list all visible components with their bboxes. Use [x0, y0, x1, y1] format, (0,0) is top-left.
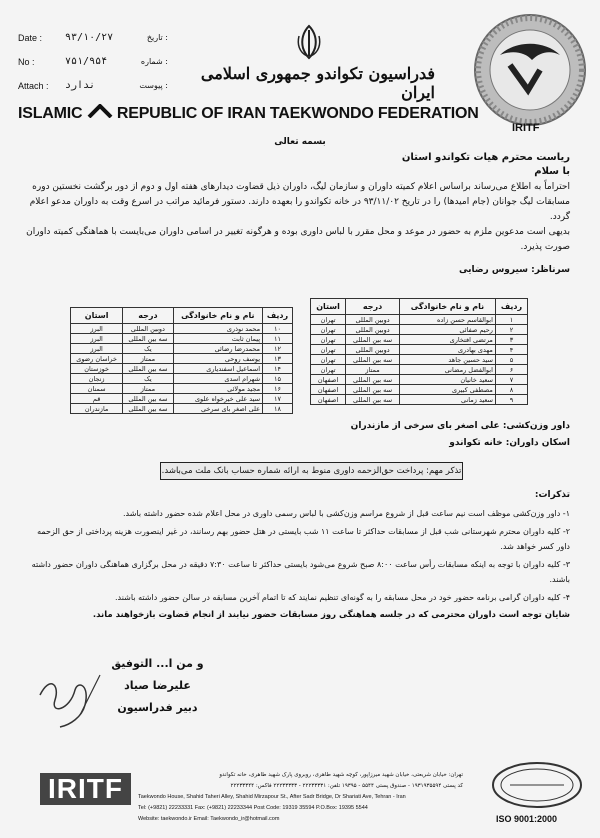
- cell-province: سمنان: [71, 384, 123, 394]
- cell-name: سید حسین جاهد: [400, 355, 496, 365]
- cell-rank: ممتاز: [123, 354, 173, 364]
- final-note: شایان توجه است داوران محترمی که در جلسه هماهنگی روز مسابقات حضور نیابند از انجام قضاوت بازخواهند ماند.: [92, 610, 570, 620]
- table-row: [311, 315, 528, 325]
- footer-address: [138, 770, 463, 825]
- table-row: [71, 384, 293, 394]
- cell-province: تهران: [311, 365, 346, 375]
- iran-emblem-icon: [289, 22, 329, 62]
- chevron-mark-icon: [87, 104, 113, 118]
- cell-name: محمد نوذری: [173, 324, 263, 334]
- cell-province: مازندران: [71, 404, 123, 414]
- referee-table-right: [310, 298, 528, 405]
- col-rank: درجه: [346, 299, 400, 315]
- address-en: Taekwondo House, Shahid Taheri Alley, Shahid Mirzapour St., After Sadr Bridge, Dr Shariati Ave, Tehran - Iran: [138, 794, 406, 800]
- cell-row: ۱۶: [263, 384, 293, 394]
- cell-rank: دوبین المللی: [346, 325, 400, 335]
- cell-province: زنجان: [71, 374, 123, 384]
- col-row: ردیف: [495, 299, 527, 315]
- table-row: [311, 375, 528, 385]
- cell-rank: سه بین المللی: [123, 394, 173, 404]
- supervisor: سرناظر: سیروس رضایی: [458, 265, 570, 275]
- cell-name: علی اصغر بای سرخی: [173, 404, 263, 414]
- referee-table-left: [70, 307, 293, 414]
- number-row: [18, 50, 168, 74]
- table-header-row: [311, 299, 528, 315]
- cell-row: ۱۴: [263, 364, 293, 374]
- no-label-fa: شماره :: [140, 57, 168, 66]
- table-row: [71, 374, 293, 384]
- cell-name: سعید خانیان: [400, 375, 496, 385]
- federation-name-en: [18, 104, 488, 123]
- date-value: ۹۳/۱۰/۲۷: [65, 32, 114, 43]
- note-item: ۳- کلیه داوران با توجه به اینکه مسابقات رأس ساعت ۸:۰۰ صبح شروع می‌شود بایستی حداکثر تا ساعت ۷:۳۰ دقیقه در محل برگزاری هماهنگی داوران حضور داشته باشند.: [31, 560, 570, 584]
- letter-body: [25, 180, 570, 255]
- table-row: [71, 394, 293, 404]
- table-row: [311, 385, 528, 395]
- cell-row: ۱۲: [263, 344, 293, 354]
- cell-name: رحیم صفائی: [400, 325, 496, 335]
- federation-en-right: REPUBLIC OF IRAN TAEKWONDO FEDERATION: [116, 105, 479, 122]
- note-item: ۲- کلیه داوران محترم شهرستانی شب قبل از مسابقات حداکثر تا ساعت ۱۱ شب بایستی در هتل حضور بهم رسانند، در غیر اینصورت هزینه پرداختی از حق الزحمه داور کسر خواهد شد.: [37, 527, 570, 551]
- signer-name: علیرضا صیاد: [124, 679, 191, 692]
- cell-province: اصفهان: [311, 385, 346, 395]
- cell-rank: سه بین المللی: [123, 404, 173, 414]
- cell-rank: سه بین المللی: [346, 375, 400, 385]
- no-label-en: No :: [18, 57, 35, 67]
- cell-rank: دوبین المللی: [346, 345, 400, 355]
- cell-name: مرتضی افتخاری: [400, 335, 496, 345]
- weighing-referee: داور وزن‌کشی: علی اصغر بای سرخی از مازندران: [350, 421, 570, 431]
- cell-name: مصطفی کبیری: [400, 385, 496, 395]
- cell-province: اصفهان: [311, 395, 346, 405]
- accommodation: اسکان داوران: خانه تکواندو: [449, 438, 570, 448]
- cell-name: ابوالقاسم حسن زاده: [400, 315, 496, 325]
- table-row: [71, 404, 293, 414]
- federation-en-left: ISLAMIC: [18, 105, 83, 122]
- attach-label-fa: پیوست :: [139, 81, 168, 90]
- notes-title: تذکرات:: [534, 490, 570, 500]
- table-row: [71, 354, 293, 364]
- cell-name: مجید مولائی: [173, 384, 263, 394]
- notes-list: [30, 506, 570, 626]
- web-en: Website: taekwondo.ir Email: Taekwondo_ir@hotmail.com: [138, 816, 280, 822]
- cell-row: ۲: [495, 325, 527, 335]
- attach-row: [18, 74, 168, 98]
- cell-rank: یک: [123, 374, 173, 384]
- greeting: با سلام: [534, 166, 570, 177]
- col-rank: درجه: [123, 308, 173, 324]
- basmala: بسمه تعالی: [274, 137, 326, 147]
- table-row: [71, 334, 293, 344]
- cell-name: ابوالفضل رمضانی: [400, 365, 496, 375]
- cell-row: ۱۱: [263, 334, 293, 344]
- cell-rank: ممتاز: [346, 365, 400, 375]
- cell-rank: سه بین المللی: [346, 355, 400, 365]
- cell-rank: ممتاز: [123, 384, 173, 394]
- federation-logo-icon: [470, 10, 590, 140]
- cell-province: اصفهان: [311, 375, 346, 385]
- table-row: [311, 335, 528, 345]
- recipient: ریاست محترم هیات تکواندو استان: [401, 152, 570, 163]
- cell-province: تهران: [311, 315, 346, 325]
- cell-name: اسماعیل اسفندیاری: [173, 364, 263, 374]
- cell-row: ۶: [495, 365, 527, 375]
- cell-province: البرز: [71, 334, 123, 344]
- date-label-fa: تاریخ :: [146, 33, 168, 42]
- certification-seal-icon: [490, 760, 585, 810]
- cell-row: ۷: [495, 375, 527, 385]
- note-item: ۱- داور وزن‌کشی موظف است نیم ساعت قبل از شروع مراسم وزن‌کشی با لباس رسمی داوری در محل اعلام شده حضور داشته باشد.: [122, 509, 570, 518]
- paragraph-1: احتراماً به اطلاع می‌رساند براساس اعلام کمیته داوران و سازمان لیگ، داوران ذیل قضاوت دیدارهای هفته اول و دوم از دور برگشت نخستین دوره مسابقات لیگ جوانان (جام امیدها) را در تاریخ ۹۳/۱۱/۰۲ در خانه تکواندو را بعهده دارند. دستور فرمائید مراتب در اسرع وقت به داوران مدعو اعلام گردد.: [29, 182, 570, 222]
- cell-name: پیمان ثابت: [173, 334, 263, 344]
- col-name: نام و نام خانوادگی: [400, 299, 496, 315]
- contact-en: Tel: (+9821) 22233331 Fax: (+9821) 22233344 Post Code: 19319 35594 P.O.Box: 19395 5544: [138, 805, 368, 811]
- iso-label: ISO 9001:2000: [496, 814, 558, 824]
- cell-rank: سه بین المللی: [123, 364, 173, 374]
- cell-province: البرز: [71, 324, 123, 334]
- cell-name: محمدرضا رضائی: [173, 344, 263, 354]
- cell-province: خراسان رضوی: [71, 354, 123, 364]
- table-row: [311, 325, 528, 335]
- postal-fa: کد پستی ۱۹۳۱۹۳۵۵۹۴ - صندوق پستی ۵۵۴۴ - ۱۹۳۹۵ تلفن: ۲۲۲۳۳۳۳۱ - ۲۲۲۳۳۳۳۳ فاکس: ۲۲۲۳۳۳۴۴: [230, 783, 463, 789]
- cell-row: ۹: [495, 395, 527, 405]
- cell-row: ۱: [495, 315, 527, 325]
- cell-row: ۱۸: [263, 404, 293, 414]
- cell-row: ۵: [495, 355, 527, 365]
- cell-name: سعید زمانی: [400, 395, 496, 405]
- cell-row: ۱۷: [263, 394, 293, 404]
- closing: و من ا... التوفیق: [111, 657, 204, 670]
- cell-name: مهدی بهادری: [400, 345, 496, 355]
- col-name: نام و نام خانوادگی: [173, 308, 263, 324]
- cell-province: تهران: [311, 345, 346, 355]
- signature-block: [95, 653, 220, 719]
- cell-rank: سه بین المللی: [346, 395, 400, 405]
- date-row: [18, 26, 168, 50]
- federation-name-fa: فدراسیون تکواندو جمهوری اسلامی ایران: [200, 64, 435, 102]
- table-header-row: [71, 308, 293, 324]
- cell-row: ۳: [495, 335, 527, 345]
- attach-value: ندارد: [65, 80, 96, 91]
- cell-province: البرز: [71, 344, 123, 354]
- salutation: [30, 151, 570, 179]
- col-row: ردیف: [263, 308, 293, 324]
- logo-caption: IRITF: [512, 122, 540, 134]
- date-label-en: Date :: [18, 33, 43, 43]
- cell-rank: دوبین المللی: [346, 315, 400, 325]
- cell-rank: سه بین المللی: [346, 385, 400, 395]
- cell-province: خوزستان: [71, 364, 123, 374]
- cell-row: ۱۰: [263, 324, 293, 334]
- signer-title: دبیر فدراسیون: [117, 701, 198, 714]
- cell-province: تهران: [311, 355, 346, 365]
- table-row: [311, 395, 528, 405]
- footer-brand: IRITF: [40, 773, 131, 805]
- cell-rank: دوبین المللی: [123, 324, 173, 334]
- col-province: استان: [311, 299, 346, 315]
- address-fa: تهران: خیابان شریعتی، خیابان شهید میرزاپور، کوچه شهید طاهری، روبروی پارک شهید طاهری، خانه تکواندو: [219, 772, 463, 778]
- table-row: [71, 324, 293, 334]
- cell-row: ۸: [495, 385, 527, 395]
- note-item: ۴- کلیه داوران گرامی برنامه حضور خود در محل مسابقه را به گونه‌ای تنظیم نمایند که تا اتمام آخرین مسابقه در سالن حضور داشته باشند.: [115, 593, 570, 602]
- letter-meta: [18, 26, 168, 98]
- table-row: [71, 344, 293, 354]
- cell-province: تهران: [311, 325, 346, 335]
- notice-text: تذکر مهم: پرداخت حق‌الزحمه داوری منوط به ارائه شماره حساب بانک ملت می‌باشد.: [161, 466, 462, 476]
- paragraph-2: بدیهی است مدعوین ملزم به حضور در موعد و محل مقرر با لباس داوری بوده و هرگونه تغییر در اسامی داوران می‌بایست با هماهنگی کمیته داوران صورت پذیرد.: [26, 227, 570, 252]
- table-row: [311, 345, 528, 355]
- cell-row: ۴: [495, 345, 527, 355]
- cell-name: شهرام اسدی: [173, 374, 263, 384]
- table-row: [71, 364, 293, 374]
- cell-province: تهران: [311, 335, 346, 345]
- cell-rank: سه بین المللی: [123, 334, 173, 344]
- cell-row: ۱۵: [263, 374, 293, 384]
- table-row: [311, 365, 528, 375]
- cell-rank: سه بین المللی: [346, 335, 400, 345]
- cell-rank: یک: [123, 344, 173, 354]
- col-province: استان: [71, 308, 123, 324]
- important-notice: [160, 462, 463, 480]
- no-value: ۷۵۱/۹۵۴: [65, 56, 108, 67]
- table-row: [311, 355, 528, 365]
- attach-label-en: Attach :: [18, 81, 49, 91]
- cell-row: ۱۳: [263, 354, 293, 364]
- cell-name: یوسف روحی: [173, 354, 263, 364]
- cell-name: سید علی خیرخواه علوی: [173, 394, 263, 404]
- cell-province: قم: [71, 394, 123, 404]
